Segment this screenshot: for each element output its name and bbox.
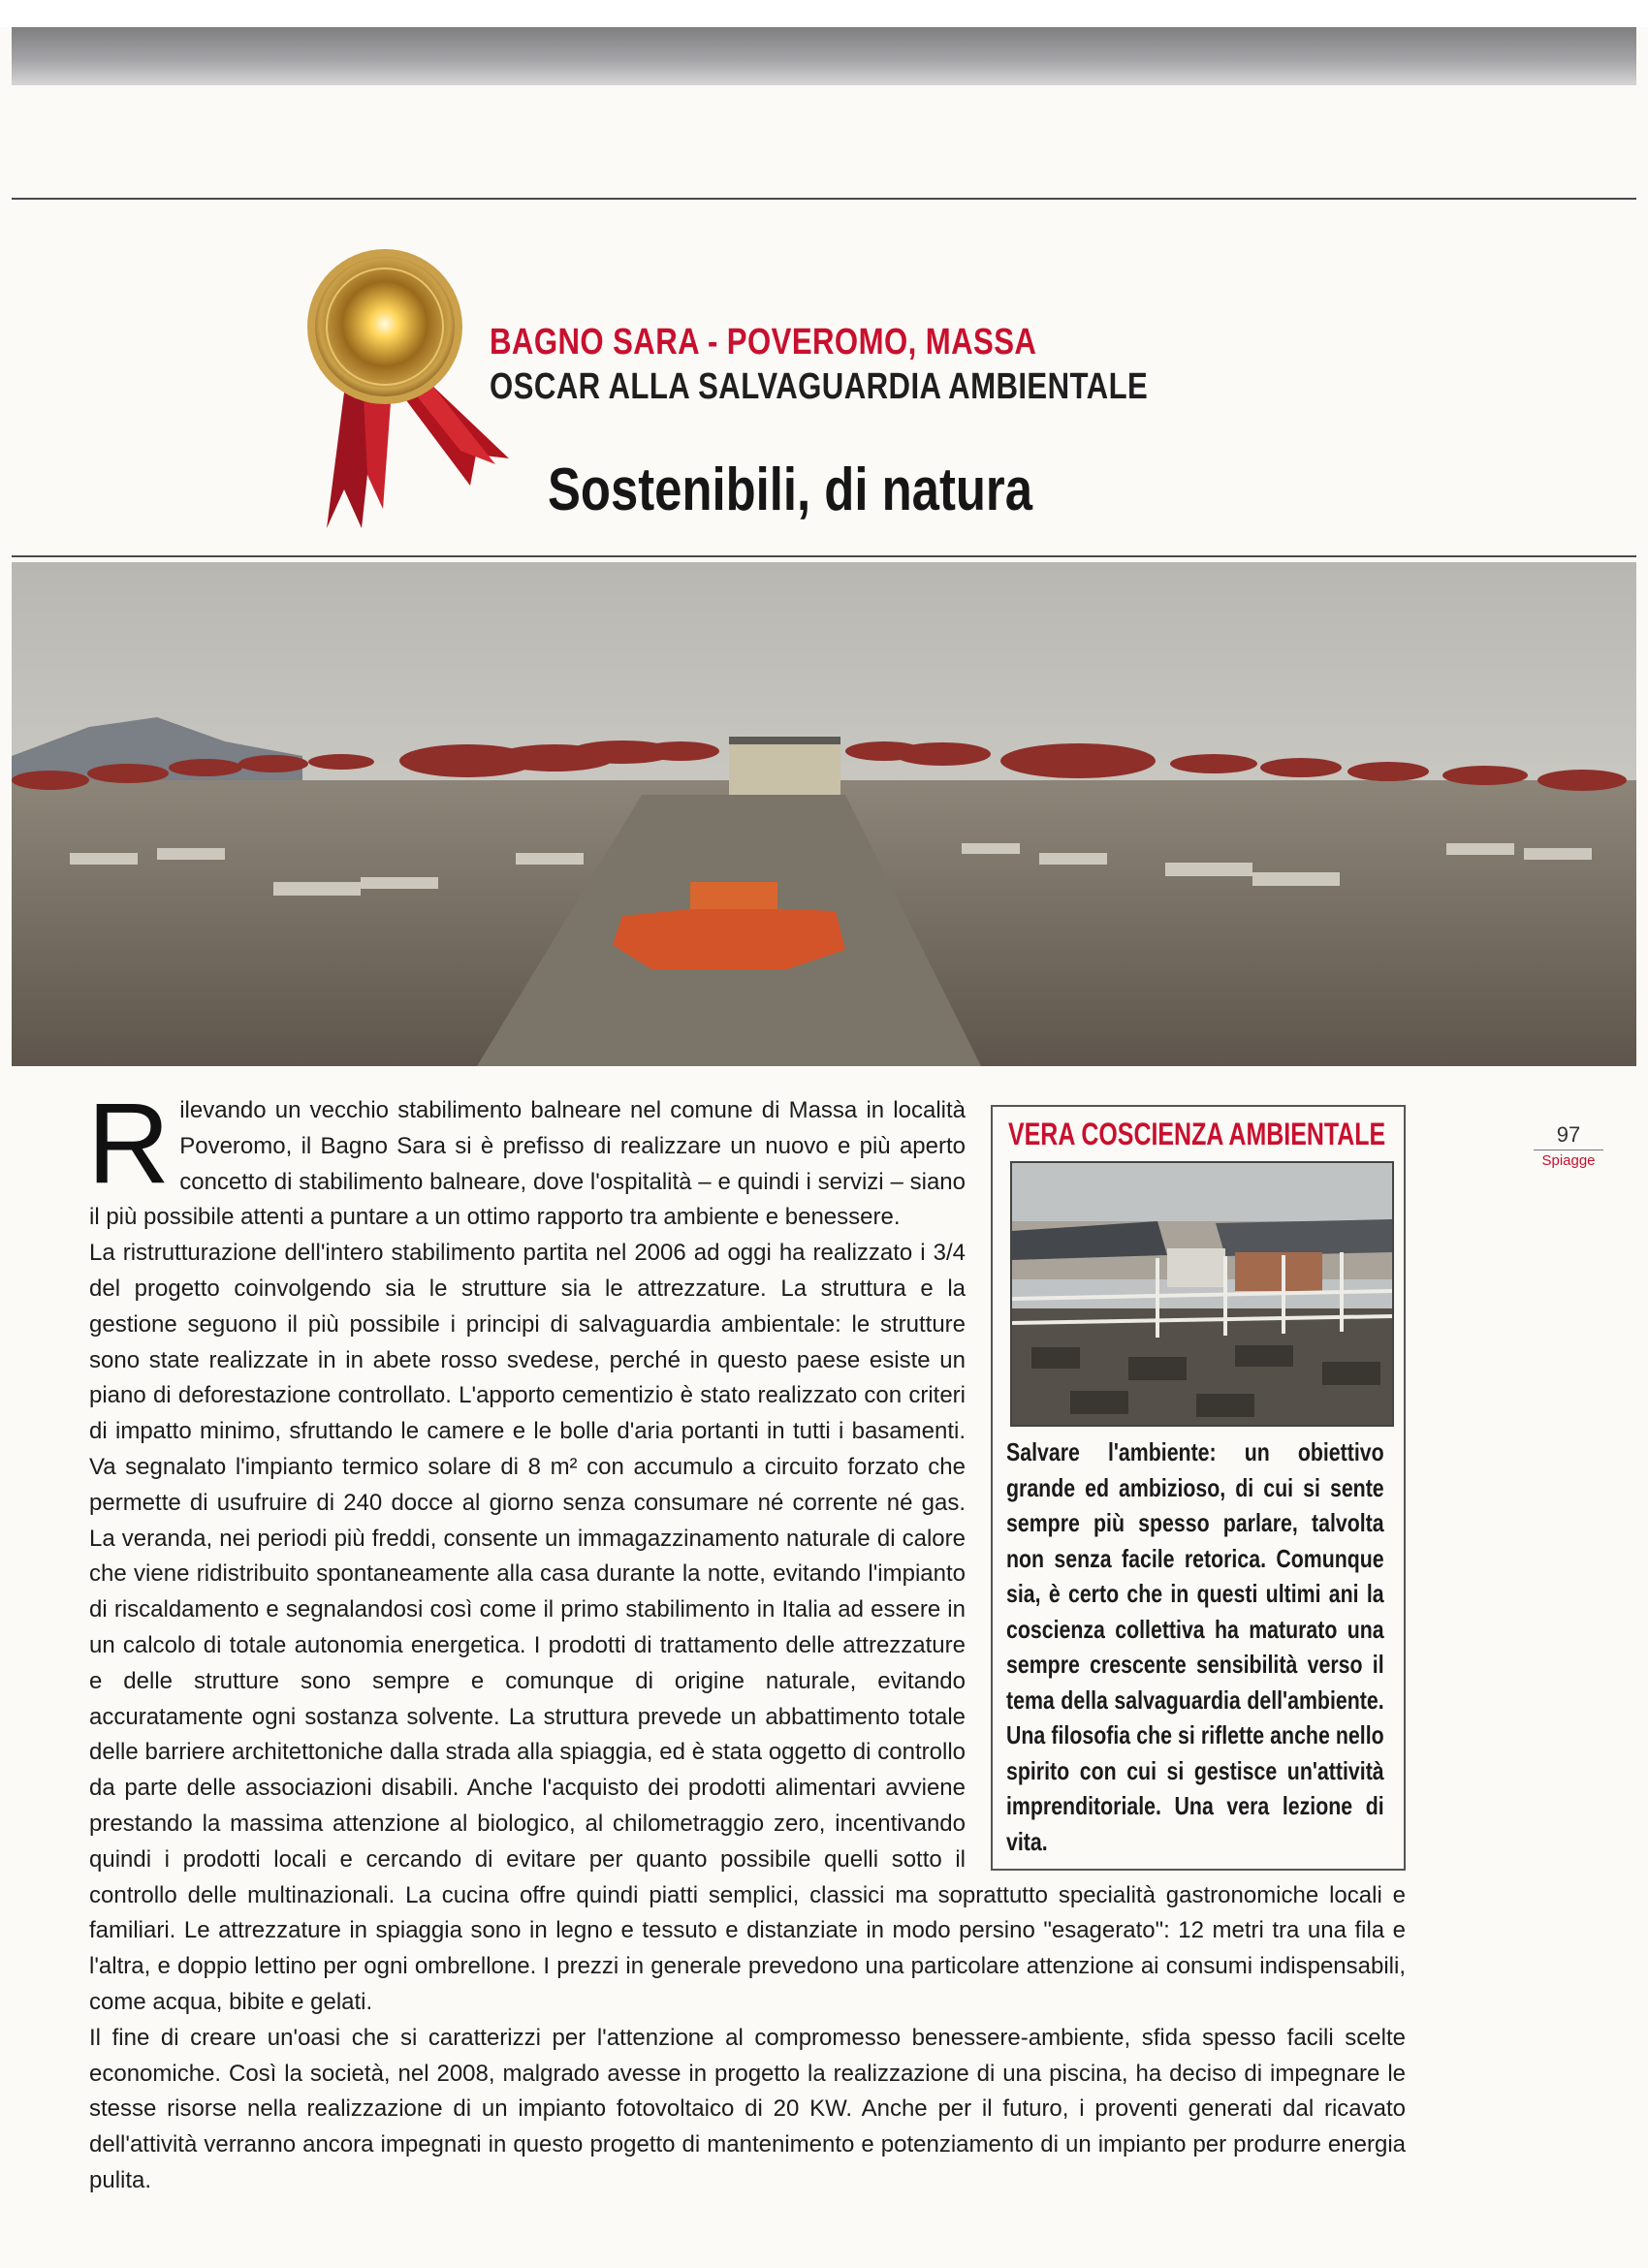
- beach-panorama-photo: [12, 562, 1636, 1066]
- sidebar-title: VERA COSCIENZA AMBIENTALE: [1008, 1117, 1386, 1151]
- page-number: 97: [1534, 1122, 1603, 1150]
- article-paragraph-3: Il fine di creare un'oasi che si caratterizzi per l'attenzione al compromesso benessere-ambiente, sfida spesso facili scelte economiche. Così la società, nel 2008, malgrado avesse in progetto la realizzazione di una piscina, ha deciso di impegnare le stesse risorse nella realizzazione di un impianto fotovoltaico di 20 KW. Anche per il futuro, i proventi generati dal ricavato dell'attività verranno ancora impegnati in questo progetto di mantenimento e potenziamento di un impianto per produrre energia pulita.: [89, 2024, 1406, 2193]
- article-paragraph-1: Rilevando un vecchio stabilimento balneare nel comune di Massa in località Poveromo, il Bagno Sara si è prefisso di realizzare un nuovo e più aperto concetto di stabilimento balneare, dove l'ospitalità – e quindi i servizi – siano il più possibile attenti a puntare a un ottimo rapporto tra ambiente e benessere.: [87, 1080, 966, 1231]
- header-rule-bottom: [12, 555, 1636, 557]
- article-headline: Sostenibili, di natura: [548, 457, 1032, 523]
- kicker-award: OSCAR ALLA SALVAGUARDIA AMBIENTALE: [490, 366, 1149, 407]
- top-color-band: [12, 27, 1636, 85]
- section-label: Spiagge: [1541, 1152, 1596, 1169]
- header-rule-top: [12, 198, 1636, 200]
- article-paragraph-2: La ristrutturazione dell'intero stabilimento partita nel 2006 ad oggi ha realizzato i 3/4 del progetto coinvolgendo sia le strutture sia le attrezzature. La struttura e la gestione seguono il più possibile i principi di salvaguardia ambientale: le strutture sono state realizzate in in abete rosso svedese, perché in questo paese esiste un piano di deforestazione controllato. L'apporto cementizio è stato realizzato con criteri di impatto minimo, sfruttando le camere e le bolle d'aria portanti in tutti i basamenti. Va segnalato l'impianto termico solare di 8 m² con accumulo a circuito forzato che permette di usufruire di 240 docce al giorno senza consumare né corrente né gas. La veranda, nei periodi più freddi, consente un immagazzinamento naturale di calore che viene ridistribuito spontaneamente alla casa durante la notte, evitando l'impianto di riscaldamento e segnalandosi così come il primo stabilimento in Italia ad essere in un calcolo di totale autonomia energetica. I prodotti di trattamento delle attrezzature e delle strutture sono sempre e comunque di origine naturale, evitando accuratamente ogni sostanza solvente. La struttura prevede un abbattimento totale delle barriere architettoniche dalla strada alla spiaggia, ed è stata oggetto di controllo da parte delle associazioni disabili. Anche l'acquisto dei prodotti alimentari avviene prestando la massima attenzione al biologico, al chilometraggio zero, incentivando quindi i prodotti locali e cercando di evitare per quanto possibile quelli sotto il controllo delle multinazionali. La cucina offre quindi piatti semplici, classici ma soprattutto specialità gastronomiche locali e familiari. Le attrezzature in spiaggia sono in legno e tessuto e distanziate in modo persino "esagerato": 12 metri tra una fila e l'altra, e doppio lettino per ogni ombrellone. I prezzi in generale prevedono una particolare attenzione ai consumi indispensabili, come acqua, bibite e gelati.: [89, 1240, 1406, 2015]
- page-number-block: [1534, 1122, 1603, 1169]
- solar-panels-photo: [1010, 1161, 1394, 1427]
- sidebar-box: [991, 1105, 1406, 1871]
- sidebar-caption: Salvare l'ambiente: un obiettivo grande ed ambizioso, di cui si sente sempre più spesso parlare, talvolta non senza facile retorica. Comunque sia, è certo che in questi ultimi ani la coscienza collettiva ha maturato una sempre crescente sensibilità verso il tema della salvaguardia dell'ambiente. Una filosofia che si riflette anche nello spirito con cui si gestisce un'attività imprenditoriale. Una vera lezione di vita.: [1006, 1437, 1384, 1856]
- dropcap-letter: R: [87, 1080, 171, 1208]
- kicker-location: BAGNO SARA - POVEROMO, MASSA: [490, 322, 1037, 362]
- scan-margin: [0, 0, 1648, 27]
- medal-ribbon-icon: [305, 247, 519, 533]
- article-body: [87, 1080, 1406, 2199]
